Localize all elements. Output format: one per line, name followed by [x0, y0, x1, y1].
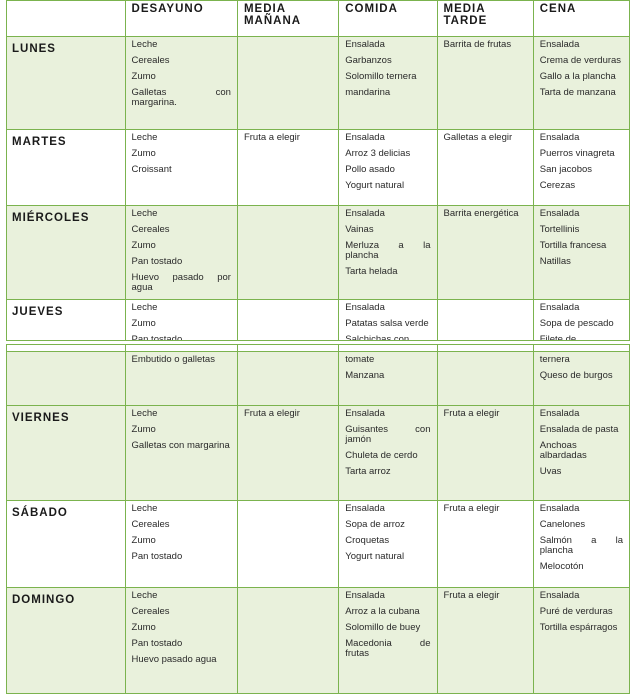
- menu-item: Uvas: [539, 466, 562, 477]
- menu-item: Cereales: [131, 519, 170, 530]
- menu-item: Tortilla espárragos: [539, 622, 618, 633]
- day-name: VIERNES: [7, 406, 126, 501]
- menu-item: Yogurt natural: [345, 551, 405, 562]
- menu-item: Puerros vinagreta: [539, 148, 615, 159]
- day-name: DOMINGO: [7, 588, 126, 694]
- page-split: [6, 340, 630, 345]
- menu-item: Ensalada: [345, 408, 385, 419]
- menu-item: Solomillo de buey: [345, 622, 421, 633]
- menu-item: Barrita energética: [443, 208, 519, 219]
- day-row: [7, 352, 630, 406]
- meal-cell-comida: [339, 501, 437, 588]
- menu-item: Yogurt natural: [345, 180, 405, 191]
- menu-item: Salmón a la plancha: [539, 535, 623, 556]
- day-row: [7, 206, 630, 300]
- menu-item: ternera: [539, 354, 570, 365]
- menu-item: Fruta a elegir: [443, 590, 500, 601]
- menu-item: Manzana: [345, 370, 385, 381]
- day-name: LUNES: [7, 37, 126, 130]
- meal-cell-cena: [533, 206, 629, 300]
- menu-item: Garbanzos: [345, 55, 392, 66]
- menu-item: Ensalada: [539, 590, 580, 601]
- menu-item: Zumo: [131, 424, 156, 435]
- menu-item: Patatas salsa verde: [345, 318, 429, 329]
- meal-cell-comida: [339, 352, 437, 406]
- menu-item: Tarta helada: [345, 266, 398, 277]
- menu-item: Pollo asado: [345, 164, 395, 175]
- menu-item: Leche: [131, 590, 158, 601]
- weekly-menu-table: [6, 0, 630, 694]
- day-row: [7, 406, 630, 501]
- menu-item: Sopa de arroz: [345, 519, 405, 530]
- meal-cell-comida: [339, 206, 437, 300]
- menu-item: Tarta de manzana: [539, 87, 616, 98]
- meal-cell-media-manana: [237, 130, 338, 206]
- day-name: MARTES: [7, 130, 126, 206]
- menu-item: Leche: [131, 302, 158, 313]
- menu-item: Zumo: [131, 148, 156, 159]
- menu-item: Ensalada: [345, 208, 385, 219]
- day-name: MIÉRCOLES: [7, 206, 126, 300]
- meal-cell-desayuno: [125, 206, 237, 300]
- menu-item: Ensalada: [539, 302, 580, 313]
- header-media-tarde: MEDIA TARDE: [437, 1, 533, 37]
- menu-item: mandarina: [345, 87, 391, 98]
- menu-item: Leche: [131, 132, 158, 143]
- menu-item: Merluza a la plancha: [345, 240, 431, 261]
- meal-cell-media-manana: [237, 37, 338, 130]
- menu-item: Ensalada: [345, 132, 385, 143]
- header-media-manana: MEDIA MAÑANA: [237, 1, 338, 37]
- menu-item: Ensalada: [345, 39, 385, 50]
- menu-item: Croissant: [131, 164, 172, 175]
- menu-item: Zumo: [131, 71, 156, 82]
- menu-item: Ensalada: [539, 408, 580, 419]
- meal-cell-media-tarde: [437, 37, 533, 130]
- menu-item: Tortellinis: [539, 224, 580, 235]
- day-row: [7, 588, 630, 694]
- menu-item: Ensalada: [345, 590, 385, 601]
- day-name: SÁBADO: [7, 501, 126, 588]
- menu-item: Galletas con margarina: [131, 440, 230, 451]
- menu-item: Fruta a elegir: [243, 132, 300, 143]
- menu-item: Huevo pasado por agua: [131, 272, 231, 293]
- menu-item: Chuleta de cerdo: [345, 450, 418, 461]
- menu-item: Ensalada: [539, 503, 580, 514]
- meal-cell-media-tarde: [437, 130, 533, 206]
- menu-item: Fruta a elegir: [443, 408, 500, 419]
- menu-item: Zumo: [131, 535, 156, 546]
- meal-cell-cena: [533, 352, 629, 406]
- menu-item: tomate: [345, 354, 375, 365]
- menu-item: Canelones: [539, 519, 586, 530]
- menu-item: Guisantes con jamón: [345, 424, 431, 445]
- menu-item: Ensalada: [539, 208, 580, 219]
- meal-cell-comida: [339, 130, 437, 206]
- meal-cell-media-manana: [237, 206, 338, 300]
- menu-item: Tarta arroz: [345, 466, 391, 477]
- meal-cell-desayuno: [125, 352, 237, 406]
- menu-item: Galletas a elegir: [443, 132, 513, 143]
- menu-item: Vainas: [345, 224, 374, 235]
- meal-cell-desayuno: [125, 130, 237, 206]
- menu-item: Embutido o galletas: [131, 354, 215, 365]
- menu-item: Natillas: [539, 256, 571, 267]
- day-row: [7, 501, 630, 588]
- meal-cell-media-tarde: [437, 206, 533, 300]
- menu-item: Leche: [131, 503, 158, 514]
- menu-item: Arroz 3 delicias: [345, 148, 411, 159]
- menu-item: Arroz a la cubana: [345, 606, 420, 617]
- menu-item: Zumo: [131, 622, 156, 633]
- menu-item: Zumo: [131, 240, 156, 251]
- menu-item: Macedonia de frutas: [345, 638, 431, 659]
- meal-cell-comida: [339, 406, 437, 501]
- menu-item: Huevo pasado agua: [131, 654, 217, 665]
- menu-item: Ensalada: [345, 503, 385, 514]
- meal-cell-desayuno: [125, 406, 237, 501]
- menu-item: Croquetas: [345, 535, 390, 546]
- meal-cell-comida: [339, 588, 437, 694]
- meal-cell-media-tarde: [437, 588, 533, 694]
- header-cena: CENA: [533, 1, 629, 37]
- meal-cell-media-tarde: [437, 352, 533, 406]
- menu-item: Pan tostado: [131, 256, 183, 267]
- menu-item: Leche: [131, 208, 158, 219]
- menu-item: Pan tostado: [131, 551, 183, 562]
- menu-item: Barrita de frutas: [443, 39, 512, 50]
- header-corner: [7, 1, 126, 37]
- meal-cell-cena: [533, 130, 629, 206]
- menu-item: Anchoas albardadas: [539, 440, 587, 461]
- menu-item: Solomillo ternera: [345, 71, 417, 82]
- menu-item: Sopa de pescado: [539, 318, 614, 329]
- menu-item: Ensalada: [539, 39, 580, 50]
- meal-cell-cena: [533, 588, 629, 694]
- meal-cell-media-tarde: [437, 406, 533, 501]
- menu-item: Galletas con margarina.: [131, 87, 231, 108]
- day-row: [7, 37, 630, 130]
- menu-item: Puré de verduras: [539, 606, 613, 617]
- header-comida: COMIDA: [339, 1, 437, 37]
- day-name: [7, 352, 126, 406]
- menu-item: Cerezas: [539, 180, 576, 191]
- meal-cell-media-manana: [237, 352, 338, 406]
- menu-item: Tortilla francesa: [539, 240, 607, 251]
- meal-cell-cena: [533, 406, 629, 501]
- menu-item: Cereales: [131, 224, 170, 235]
- menu-item: San jacobos: [539, 164, 593, 175]
- menu-item: Cereales: [131, 55, 170, 66]
- menu-item: Fruta a elegir: [243, 408, 300, 419]
- menu-item: Fruta a elegir: [443, 503, 500, 514]
- meal-cell-cena: [533, 37, 629, 130]
- header-row: [7, 1, 630, 37]
- menu-item: Pan tostado: [131, 638, 183, 649]
- menu-item: Ensalada: [539, 132, 580, 143]
- meal-cell-media-manana: [237, 588, 338, 694]
- meal-cell-desayuno: [125, 588, 237, 694]
- menu-item: Queso de burgos: [539, 370, 613, 381]
- menu-item: Ensalada de pasta: [539, 424, 619, 435]
- day-name: JUEVES: [7, 300, 126, 352]
- day-row: [7, 130, 630, 206]
- meal-cell-media-tarde: [437, 501, 533, 588]
- meal-cell-media-manana: [237, 501, 338, 588]
- meal-cell-comida: [339, 37, 437, 130]
- menu-item: Melocotón: [539, 561, 584, 572]
- menu-item: Leche: [131, 39, 158, 50]
- menu-item: Zumo: [131, 318, 156, 329]
- menu-item: Ensalada: [345, 302, 385, 313]
- menu-item: Gallo a la plancha: [539, 71, 616, 82]
- header-desayuno: DESAYUNO: [125, 1, 237, 37]
- menu-item: Crema de verduras: [539, 55, 622, 66]
- menu-item: Cereales: [131, 606, 170, 617]
- meal-cell-desayuno: [125, 37, 237, 130]
- meal-cell-media-manana: [237, 406, 338, 501]
- meal-cell-desayuno: [125, 501, 237, 588]
- meal-cell-cena: [533, 501, 629, 588]
- menu-item: Leche: [131, 408, 158, 419]
